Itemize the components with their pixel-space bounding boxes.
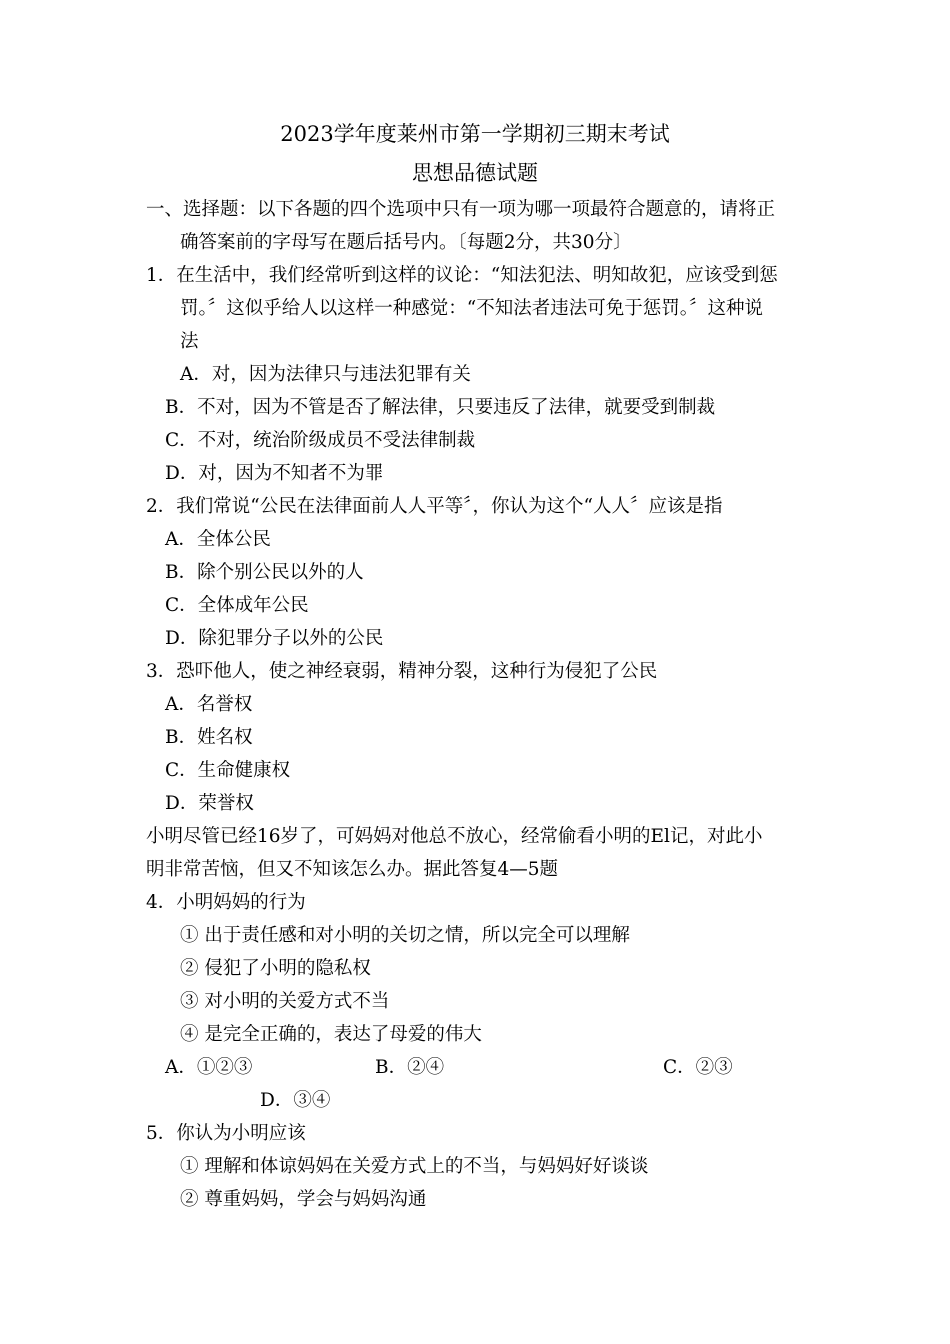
exam-subtitle: 思想品德试题	[412, 161, 538, 185]
q5-stem: 5．你认为小明应该	[146, 1123, 306, 1144]
q4-item-2: ② 侵犯了小明的隐私权	[180, 958, 371, 979]
q4-option-a: A．①②③	[165, 1057, 253, 1078]
q4-option-c: C．②③	[663, 1057, 733, 1078]
q4-item-4: ④ 是完全正确的，表达了母爱的伟大	[180, 1024, 482, 1045]
q3-option-d: D．荣誉权	[165, 793, 254, 814]
q5-item-1: ① 理解和体谅妈妈在关爱方式上的不当，与妈妈好好谈谈	[180, 1156, 649, 1177]
exam-title: 2023学年度莱州市第一学期初三期末考试	[280, 122, 670, 146]
q4-option-b: B．②④	[375, 1057, 445, 1078]
q4-option-d: D．③④	[260, 1090, 331, 1111]
q1-stem-line-1: 1．在生活中，我们经常听到这样的议论：“知法犯法、明知故犯，应该受到惩	[146, 265, 778, 286]
q2-option-d: D．除犯罪分子以外的公民	[165, 628, 384, 649]
q3-option-b: B．姓名权	[165, 727, 253, 748]
q1-option-a: A．对，因为法律只与违法犯罪有关	[180, 364, 471, 385]
q2-stem: 2．我们常说“公民在法律面前人人平等〞，你认为这个“人人〞应该是指	[146, 496, 723, 517]
passage-line-2: 明非常苦恼，但又不知该怎么办。据此答复4—5题	[146, 859, 559, 880]
q1-stem-line-3: 法	[180, 331, 199, 352]
q4-stem: 4．小明妈妈的行为	[146, 892, 306, 913]
q3-option-c: C．生命健康权	[165, 760, 291, 781]
q2-option-a: A．全体公民	[165, 529, 271, 550]
q1-option-c: C．不对，统治阶级成员不受法律制裁	[165, 430, 476, 451]
section-heading-line-2: 确答案前的字母写在题后括号内。〔每题2分，共30分〕	[180, 232, 632, 253]
passage-line-1: 小明尽管已经16岁了，可妈妈对他总不放心，经常偷看小明的El记，对此小	[146, 826, 763, 847]
q3-option-a: A．名誉权	[165, 694, 253, 715]
section-heading-line-1: 一、选择题：以下各题的四个选项中只有一项为哪一项最符合题意的，请将正	[146, 199, 776, 220]
q5-item-2: ② 尊重妈妈，学会与妈妈沟通	[180, 1189, 427, 1210]
q2-option-c: C．全体成年公民	[165, 595, 309, 616]
q1-stem-line-2: 罚。〞这似乎给人以这样一种感觉：“不知法者违法可免于惩罚。〞这种说	[180, 298, 763, 319]
q1-option-d: D．对，因为不知者不为罪	[165, 463, 384, 484]
q1-option-b: B．不对，因为不管是否了解法律，只要违反了法律，就要受到制裁	[165, 397, 716, 418]
q3-stem: 3．恐吓他人，使之神经衰弱，精神分裂，这种行为侵犯了公民	[146, 661, 658, 682]
q4-item-1: ① 出于责任感和对小明的关切之情，所以完全可以理解	[180, 925, 630, 946]
q4-item-3: ③ 对小明的关爱方式不当	[180, 991, 390, 1012]
q2-option-b: B．除个别公民以外的人	[165, 562, 364, 583]
